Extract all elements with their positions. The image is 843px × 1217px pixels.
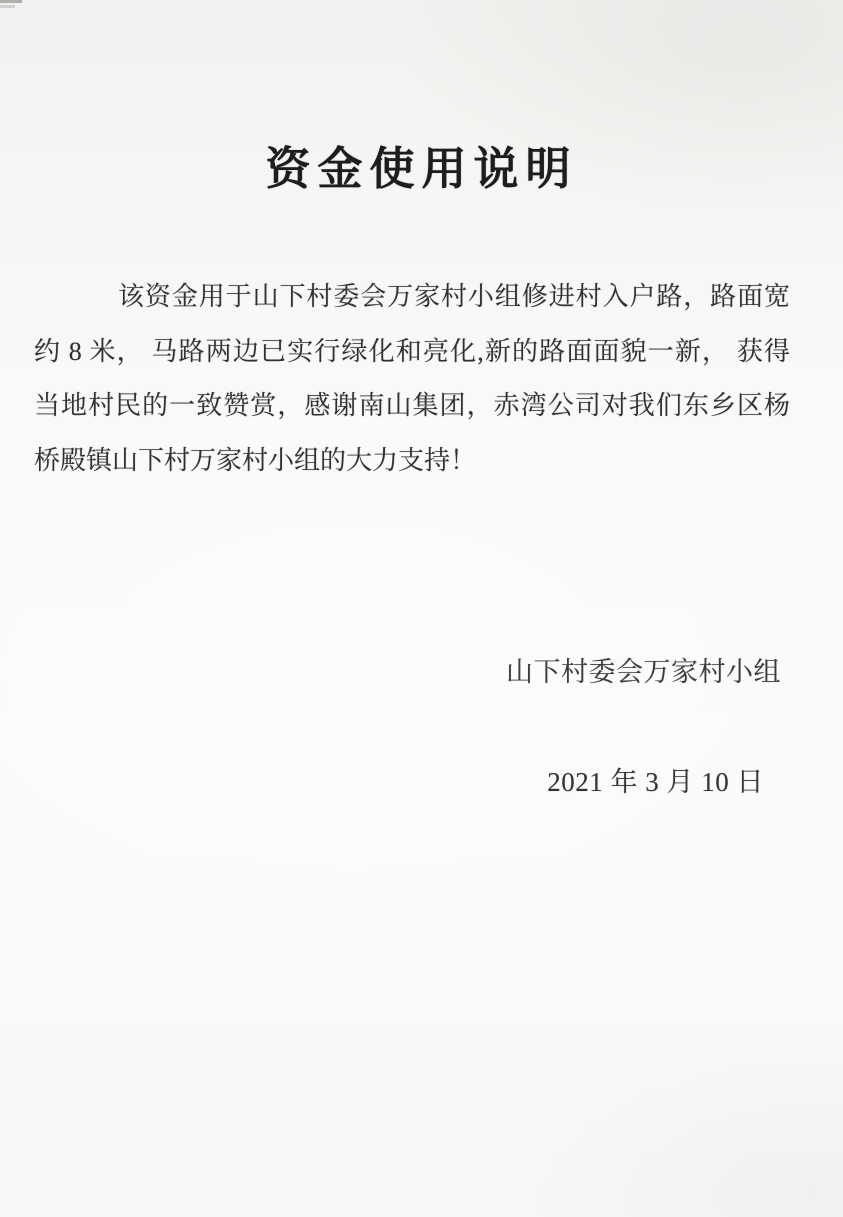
body-line: 当地村民的一致赞赏，感谢南山集团，赤湾公司对我们东乡区杨 [34, 391, 790, 420]
document-title: 资金使用说明 [265, 142, 578, 195]
scan-artifact-mark [0, 5, 15, 8]
signature-line: 山下村委会万家村小组 [506, 657, 781, 687]
document-body [34, 281, 790, 499]
body-line: 该资金用于山下村委会万家村小组修进村入户路，路面宽 [118, 282, 790, 311]
body-line: 桥殿镇山下村万家村小组的大力支持！ [34, 445, 477, 475]
date-line: 2021 年 3 月 10 日 [547, 767, 764, 797]
body-line: 约 8 米， 马路两边已实行绿化和亮化,新的路面面貌一新， 获得 [34, 336, 790, 366]
scan-artifact-mark [0, 0, 22, 3]
